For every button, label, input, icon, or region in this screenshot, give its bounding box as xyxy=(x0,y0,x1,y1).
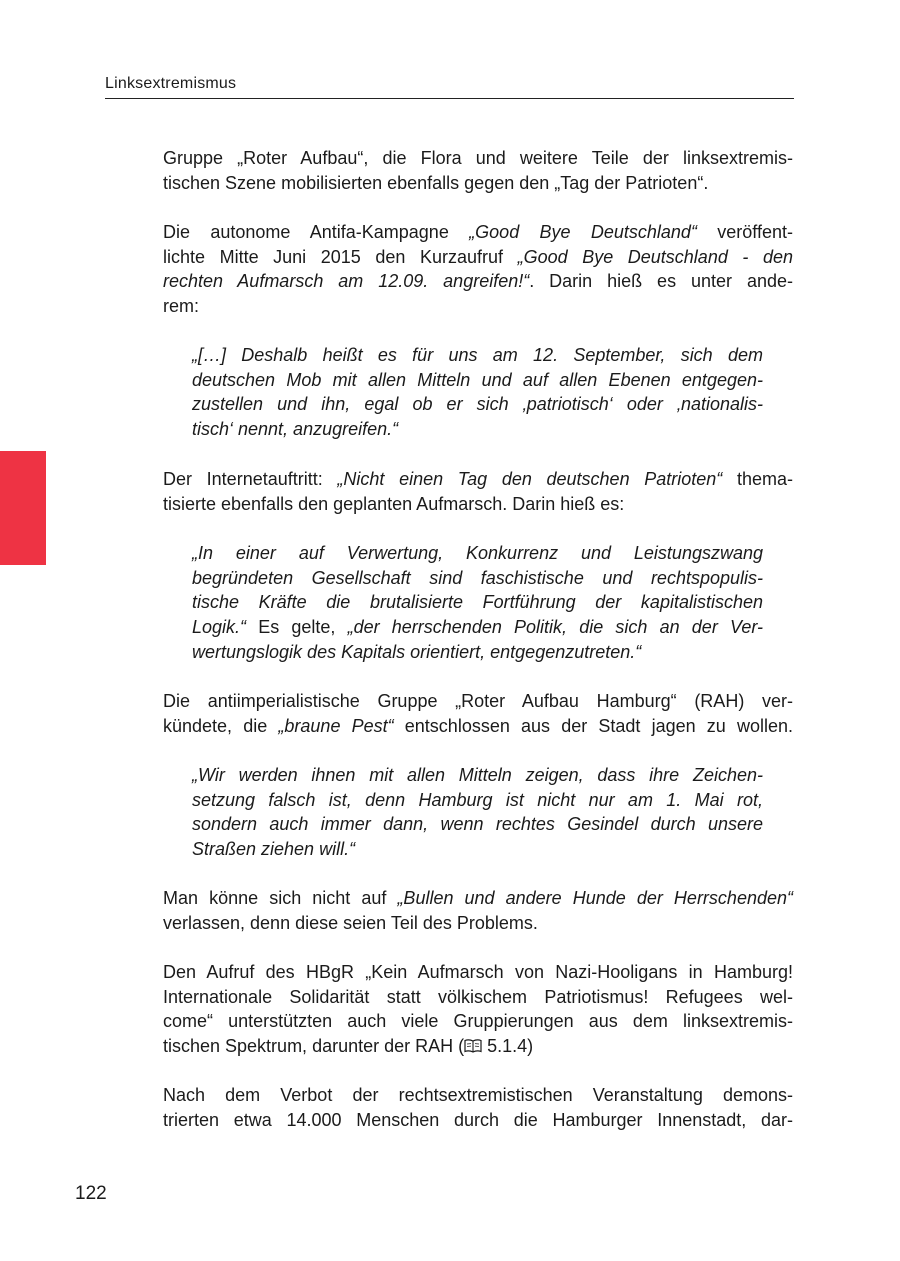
text-line: Man könne sich nicht auf „Bullen und andere Hunde der Herrschenden“ xyxy=(163,888,793,908)
quote-line: Logik.“ Es gelte, „der herrschenden Politik, die sich an der Ver- xyxy=(192,617,763,638)
quote-line: tische Kräfte die brutalisierte Fortführung der kapitalistischen xyxy=(192,592,763,613)
text-line: rechten Aufmarsch am 12.09. angreifen!“. Darin hieß es unter ande- xyxy=(163,271,793,292)
quote-line: begründeten Gesellschaft sind faschistische und rechtspopulis- xyxy=(192,567,763,588)
quote-line: deutschen Mob mit allen Mitteln und auf allen Ebenen entgegen- xyxy=(192,369,763,390)
text-line: Die antiimperialistische Gruppe „Roter Aufbau Hamburg“ (RAH) ver- xyxy=(163,691,793,711)
text-line: Nach dem Verbot der rechtsextremistischen Veranstaltung demons- xyxy=(163,1085,793,1105)
paragraph-6 xyxy=(163,960,793,1059)
block-quote-2 xyxy=(192,541,763,664)
text-line: Gruppe „Roter Aufbau“, die Flora und weitere Teile der linksextremis- xyxy=(163,148,793,168)
quote-line: „Wir werden ihnen mit allen Mitteln zeigen, dass ihre Zeichen- xyxy=(192,765,763,785)
block-quote-1 xyxy=(192,343,763,442)
block-quote-3 xyxy=(192,763,763,862)
text-line: Den Aufruf des HBgR „Kein Aufmarsch von Nazi-Hooligans in Hamburg! xyxy=(163,962,793,982)
text-line: tischen Spektrum, darunter der RAH ( 5.1.4) xyxy=(163,1034,793,1059)
paragraph-7 xyxy=(163,1083,793,1132)
text-line: Die autonome Antifa-Kampagne „Good Bye Deutschland“ veröffent- xyxy=(163,222,793,242)
quote-line: Straßen ziehen will.“ xyxy=(192,839,356,860)
paragraph-4 xyxy=(163,689,793,738)
quote-line: wertungslogik des Kapitals orientiert, entgegenzutreten.“ xyxy=(192,641,642,662)
text-line: come“ unterstützten auch viele Gruppierungen aus dem linksextremis- xyxy=(163,1011,793,1032)
page-number: 122 xyxy=(75,1183,107,1204)
paragraph-5 xyxy=(163,886,793,935)
quote-line: „[…] Deshalb heißt es für uns am 12. September, sich dem xyxy=(192,345,763,365)
quote-line: zustellen und ihn, egal ob er sich ‚patriotisch‘ oder ‚nationalis- xyxy=(192,394,763,415)
text-line: Internationale Solidarität statt völkischem Patriotismus! Refugees wel- xyxy=(163,986,793,1007)
quote-line: sondern auch immer dann, wenn rechtes Gesindel durch unsere xyxy=(192,814,763,835)
book-icon xyxy=(464,1036,482,1061)
header-rule xyxy=(105,98,794,99)
text-line: kündete, die „braune Pest“ entschlossen aus der Stadt jagen zu wollen. xyxy=(163,715,793,736)
chapter-color-tab xyxy=(0,451,46,565)
text-line: rem: xyxy=(163,296,199,317)
text-line: lichte Mitte Juni 2015 den Kurzaufruf „Good Bye Deutschland - den xyxy=(163,246,794,267)
quote-line: tisch‘ nennt, anzugreifen.“ xyxy=(192,419,399,440)
paragraph-2 xyxy=(163,220,793,319)
quote-line: setzung falsch ist, denn Hamburg ist nicht nur am 1. Mai rot, xyxy=(192,789,763,810)
text-line: Der Internetauftritt: „Nicht einen Tag den deutschen Patrioten“ thema- xyxy=(163,469,793,489)
text-line: trierten etwa 14.000 Menschen durch die Hamburger Innenstadt, dar- xyxy=(163,1109,793,1130)
text-line: tisierte ebenfalls den geplanten Aufmarsch. Darin hieß es: xyxy=(163,493,625,514)
paragraph-3 xyxy=(163,467,793,516)
paragraph-1 xyxy=(163,146,793,195)
text-line: tischen Szene mobilisierten ebenfalls gegen den „Tag der Patrioten“. xyxy=(163,172,709,193)
running-header: Linksextremismus xyxy=(105,75,237,92)
quote-line: „In einer auf Verwertung, Konkurrenz und Leistungszwang xyxy=(192,543,763,563)
text-line: verlassen, denn diese seien Teil des Problems. xyxy=(163,912,538,933)
